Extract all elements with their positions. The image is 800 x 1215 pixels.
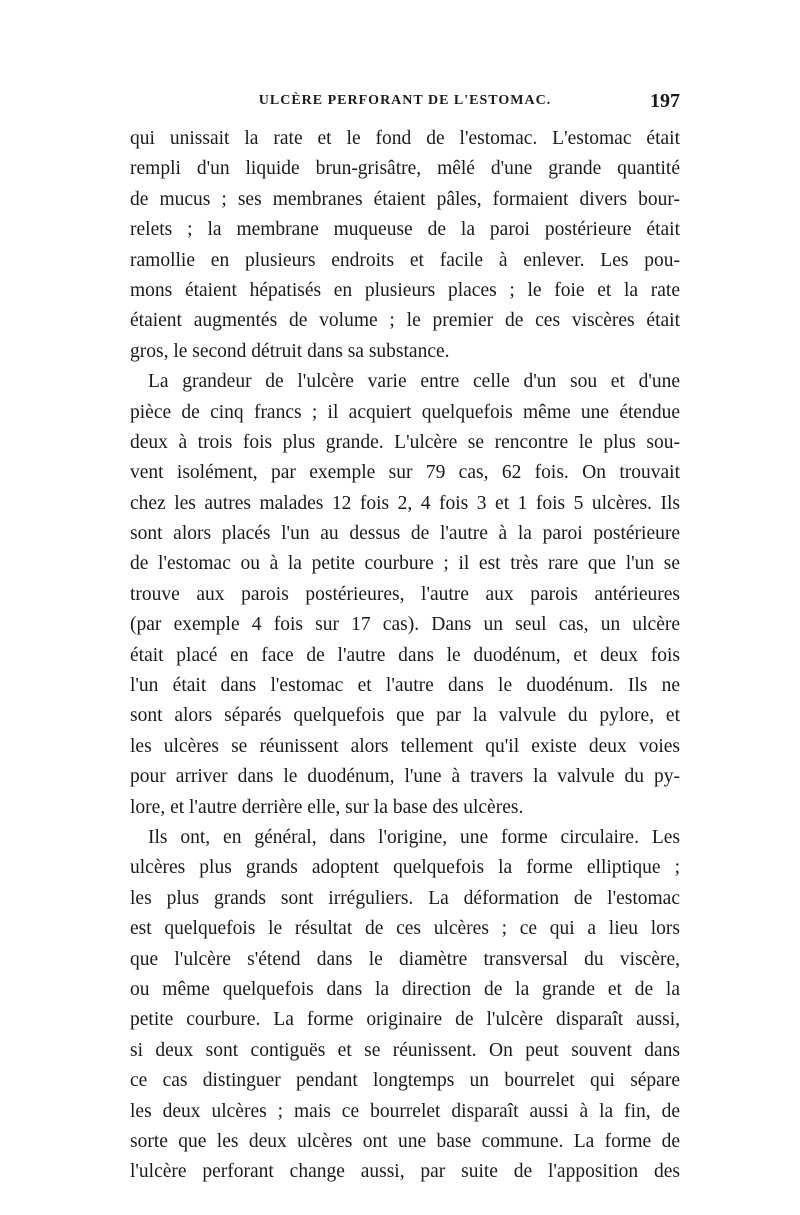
- text-line: l'un était dans l'estomac et l'autre dans le duodénum. Ils ne: [130, 675, 680, 697]
- paragraph-first-line: Ils ont, en général, dans l'origine, une forme circulaire. Les: [148, 826, 680, 848]
- text-line: lore, et l'autre derrière elle, sur la base des ulcères.: [130, 796, 524, 818]
- text-line: ramollie en plusieurs endroits et facile à enlever. Les pou-: [130, 249, 680, 271]
- text-line: vent isolément, par exemple sur 79 cas, 62 fois. On trouvait: [130, 462, 680, 484]
- text-line: rempli d'un liquide brun-grisâtre, mêlé d'une grande quantité: [130, 158, 680, 180]
- text-line: les ulcères se réunissent alors tellement qu'il existe deux voies: [130, 735, 680, 757]
- text-line: ce cas distinguer pendant longtemps un bourrelet qui sépare: [130, 1070, 680, 1092]
- running-head: [130, 90, 680, 117]
- text-line: sont alors séparés quelquefois que par la valvule du pylore, et: [130, 705, 680, 727]
- text-line: mons étaient hépatisés en plusieurs places ; le foie et la rate: [130, 279, 680, 301]
- text-line: de l'estomac ou à la petite courbure ; il est très rare que l'un se: [130, 553, 680, 575]
- text-line: chez les autres malades 12 fois 2, 4 fois 3 et 1 fois 5 ulcères. Ils: [130, 492, 680, 514]
- text-line: pour arriver dans le duodénum, l'une à travers la valvule du py-: [130, 766, 680, 788]
- text-line: étaient augmentés de volume ; le premier de ces viscères était: [130, 310, 680, 332]
- text-line: les deux ulcères ; mais ce bourrelet disparaît aussi à la fin, de: [130, 1100, 680, 1122]
- page-number: 197: [650, 90, 680, 112]
- running-title: ULCÈRE PERFORANT DE L'ESTOMAC.: [258, 93, 552, 108]
- text-line: relets ; la membrane muqueuse de la paroi postérieure était: [130, 219, 680, 241]
- paragraph-first-line: La grandeur de l'ulcère varie entre celle d'un sou et d'une: [148, 371, 680, 393]
- text-line: de mucus ; ses membranes étaient pâles, formaient divers bour-: [130, 188, 680, 210]
- body-text: [130, 124, 680, 1188]
- text-line: l'ulcère perforant change aussi, par suite de l'apposition des: [130, 1161, 680, 1183]
- text-line: que l'ulcère s'étend dans le diamètre transversal du viscère,: [130, 948, 680, 970]
- text-line: deux à trois fois plus grande. L'ulcère se rencontre le plus sou-: [130, 431, 680, 453]
- text-line: (par exemple 4 fois sur 17 cas). Dans un seul cas, un ulcère: [130, 614, 680, 636]
- text-line: pièce de cinq francs ; il acquiert quelquefois même une étendue: [130, 401, 680, 423]
- text-line: trouve aux parois postérieures, l'autre aux parois antérieures: [130, 583, 680, 605]
- text-line: est quelquefois le résultat de ces ulcères ; ce qui a lieu lors: [130, 918, 680, 940]
- text-line: ulcères plus grands adoptent quelquefois la forme elliptique ;: [130, 857, 680, 879]
- text-line: ou même quelquefois dans la direction de la grande et de la: [130, 978, 680, 1000]
- text-line: si deux sont contiguës et se réunissent. On peut souvent dans: [130, 1039, 680, 1061]
- text-line: était placé en face de l'autre dans le duodénum, et deux fois: [130, 644, 680, 666]
- text-line: les plus grands sont irréguliers. La déformation de l'estomac: [130, 887, 680, 909]
- text-line: sorte que les deux ulcères ont une base commune. La forme de: [130, 1130, 680, 1152]
- text-line: qui unissait la rate et le fond de l'estomac. L'estomac était: [130, 128, 680, 149]
- text-line: petite courbure. La forme originaire de l'ulcère disparaît aussi,: [130, 1009, 680, 1031]
- text-line: sont alors placés l'un au dessus de l'autre à la paroi postérieure: [130, 523, 680, 545]
- text-line: gros, le second détruit dans sa substance.: [130, 340, 450, 362]
